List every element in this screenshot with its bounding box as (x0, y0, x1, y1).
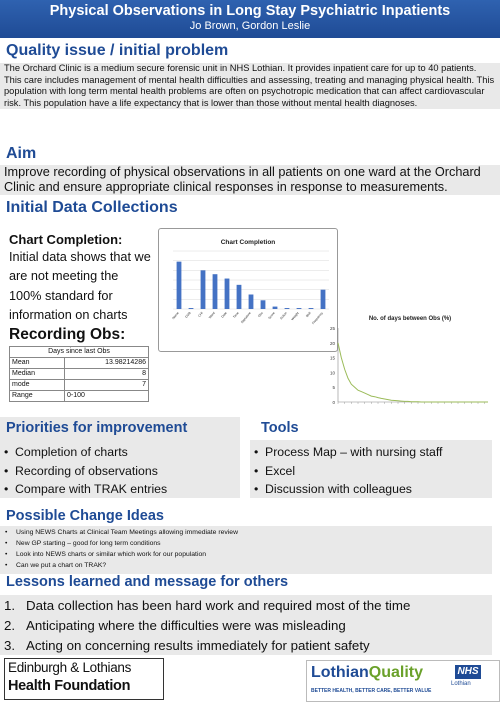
tools-section-title: Tools (261, 420, 299, 436)
aim-section-body: Improve recording of physical observations in all patients on one ward at the Orchard Clinic and ensure appropriate clinical responses in response to measurements. (0, 165, 500, 195)
line-chart-title: No. of days between Obs (%) (368, 316, 452, 322)
bar-x-label-11: BMI (305, 311, 312, 318)
lessons-section-title: Lessons learned and message for others (6, 574, 289, 590)
poster-title: Physical Observations in Long Stay Psychiatric Inpatients (49, 3, 451, 19)
table-row (10, 358, 149, 369)
line-y-tick-label: 25 (329, 326, 335, 331)
list-item (0, 636, 410, 656)
priorities-list (4, 443, 167, 499)
list-item-number: 2. (4, 618, 16, 633)
bar-x-label-7: Obs (256, 311, 264, 319)
bar-6 (249, 295, 254, 310)
table-cell-label: Mean (10, 358, 65, 369)
list-item: • New GP starting – good for long term conditions (5, 538, 238, 549)
table-row (10, 391, 149, 402)
bar-10 (297, 308, 302, 309)
initial-data-section-title: Initial Data Collections (6, 199, 178, 216)
line-chart-series (338, 343, 488, 402)
bar-x-label-6: Signature (239, 311, 252, 325)
bar-chart-x-labels (171, 311, 324, 325)
line-y-tick-label: 20 (329, 340, 335, 346)
list-item: • Look into NEWS charts or similar which work for our population (5, 549, 238, 560)
elhf-logo-line1: Edinburgh & Lothians (8, 660, 132, 675)
table-cell-value: 7 (65, 380, 149, 391)
table-cell-value: 0-100 (65, 391, 149, 402)
change-ideas-list (5, 527, 238, 571)
table-cell-label: Median (10, 369, 65, 380)
lothian-quality-tagline: BETTER HEALTH, BETTER CARE, BETTER VALUE (311, 688, 432, 694)
elhf-logo (4, 658, 164, 700)
bar-8 (273, 307, 278, 309)
nhs-logo: NHS (455, 665, 481, 679)
line-chart-axes (338, 328, 488, 404)
list-item: • Recording of observations (4, 462, 167, 481)
line-y-tick-label: 10 (329, 370, 335, 376)
bar-7 (261, 300, 266, 309)
bar-chart-bars (177, 262, 326, 309)
table-cell-label: Range (10, 391, 65, 402)
elhf-logo-line2: Health Foundation (8, 678, 131, 694)
bar-x-label-3: Ward (207, 311, 216, 320)
aim-section-title: Aim (6, 145, 37, 162)
nhs-lothian-label: Lothian (451, 681, 471, 687)
lessons-list (0, 596, 410, 656)
chart-completion-heading: Chart Completion: (9, 232, 123, 247)
list-item: • Compare with TRAK entries (4, 480, 167, 499)
bar-x-label-5: Time (232, 311, 240, 319)
priorities-section-title: Priorities for improvement (6, 420, 188, 436)
bar-x-label-4: Date (220, 311, 228, 319)
bar-9 (285, 308, 290, 309)
bar-12 (321, 290, 326, 309)
bar-2 (201, 270, 206, 309)
quality-section-body: The Orchard Clinic is a medium secure forensic unit in NHS Lothian. It provides inpatient care for up to 40 patients. This care includes management of mental health difficulties and assessing, treating and managing physical health. This population with long term mental health problems are often on psychotropic medication that can affect cardiovascular risk. This population have a life expectancy that is lower than those without mental health diagnoses. (0, 63, 500, 109)
table-cell-value: 13.98214286 (65, 358, 149, 369)
bar-4 (225, 279, 230, 309)
list-item: • Completion of charts (4, 443, 167, 462)
list-item-text: Anticipating where the difficulties were was misleading (26, 618, 346, 633)
lothian-quality-part1: Lothian (311, 664, 369, 681)
tools-list (254, 443, 442, 499)
bar-5 (237, 285, 242, 309)
list-item: • Can we put a chart on TRAK? (5, 560, 238, 571)
list-item-text: Acting on concerning results immediately for patient safety (26, 638, 370, 653)
lothian-quality-part2: Quality (368, 664, 423, 681)
lothian-quality-name (311, 664, 423, 682)
bar-0 (177, 262, 182, 309)
bar-1 (189, 308, 194, 309)
bar-x-label-0: Name (171, 311, 180, 321)
obs-stats-table (9, 346, 149, 402)
list-item-number: 3. (4, 638, 16, 653)
table-row (10, 369, 149, 380)
poster-authors: Jo Brown, Gordon Leslie (189, 20, 311, 32)
bar-x-label-8: Score (267, 311, 276, 321)
line-y-tick-label: 15 (329, 355, 335, 361)
bar-11 (309, 308, 314, 309)
change-ideas-section-title: Possible Change Ideas (6, 508, 164, 524)
chart-completion-svg (159, 229, 337, 351)
bar-chart-title: Chart Completion (220, 239, 276, 246)
list-item: • Discussion with colleagues (254, 480, 442, 499)
bar-x-label-1: DOB (184, 311, 192, 319)
table-row (10, 380, 149, 391)
poster-header (0, 0, 500, 38)
lothian-quality-logo (306, 660, 500, 702)
obs-stats-table-wrap (9, 346, 149, 402)
table-cell-value: 8 (65, 369, 149, 380)
bar-x-label-9: Action (279, 311, 288, 321)
bar-x-label-12: Frequency (311, 311, 324, 326)
line-y-tick-label: 5 (332, 385, 335, 391)
chart-completion-text: Initial data shows that we are not meeting the 100% standard for information on charts (9, 250, 151, 323)
bar-x-label-10: Weight (290, 311, 300, 322)
list-item: • Using NEWS Charts at Clinical Team Meetings allowing immediate review (5, 527, 238, 538)
list-item (0, 596, 410, 616)
line-y-tick-label: 0 (332, 400, 335, 405)
table-cell-label: mode (10, 380, 65, 391)
list-item (0, 616, 410, 636)
chart-completion-chart (158, 228, 338, 352)
bar-x-label-2: CHI (197, 311, 204, 318)
obs-table-header: Days since last Obs (10, 347, 149, 358)
recording-obs-heading: Recording Obs: (9, 326, 126, 343)
list-item-number: 1. (4, 598, 16, 613)
obs-days-svg (320, 310, 492, 418)
quality-section-title: Quality issue / initial problem (6, 42, 229, 59)
obs-days-chart (320, 310, 492, 423)
line-chart-y-ticks (330, 326, 336, 405)
list-item: • Process Map – with nursing staff (254, 443, 442, 462)
bar-3 (213, 274, 218, 309)
list-item-text: Data collection has been hard work and required most of the time (26, 598, 411, 613)
list-item: • Excel (254, 462, 442, 481)
